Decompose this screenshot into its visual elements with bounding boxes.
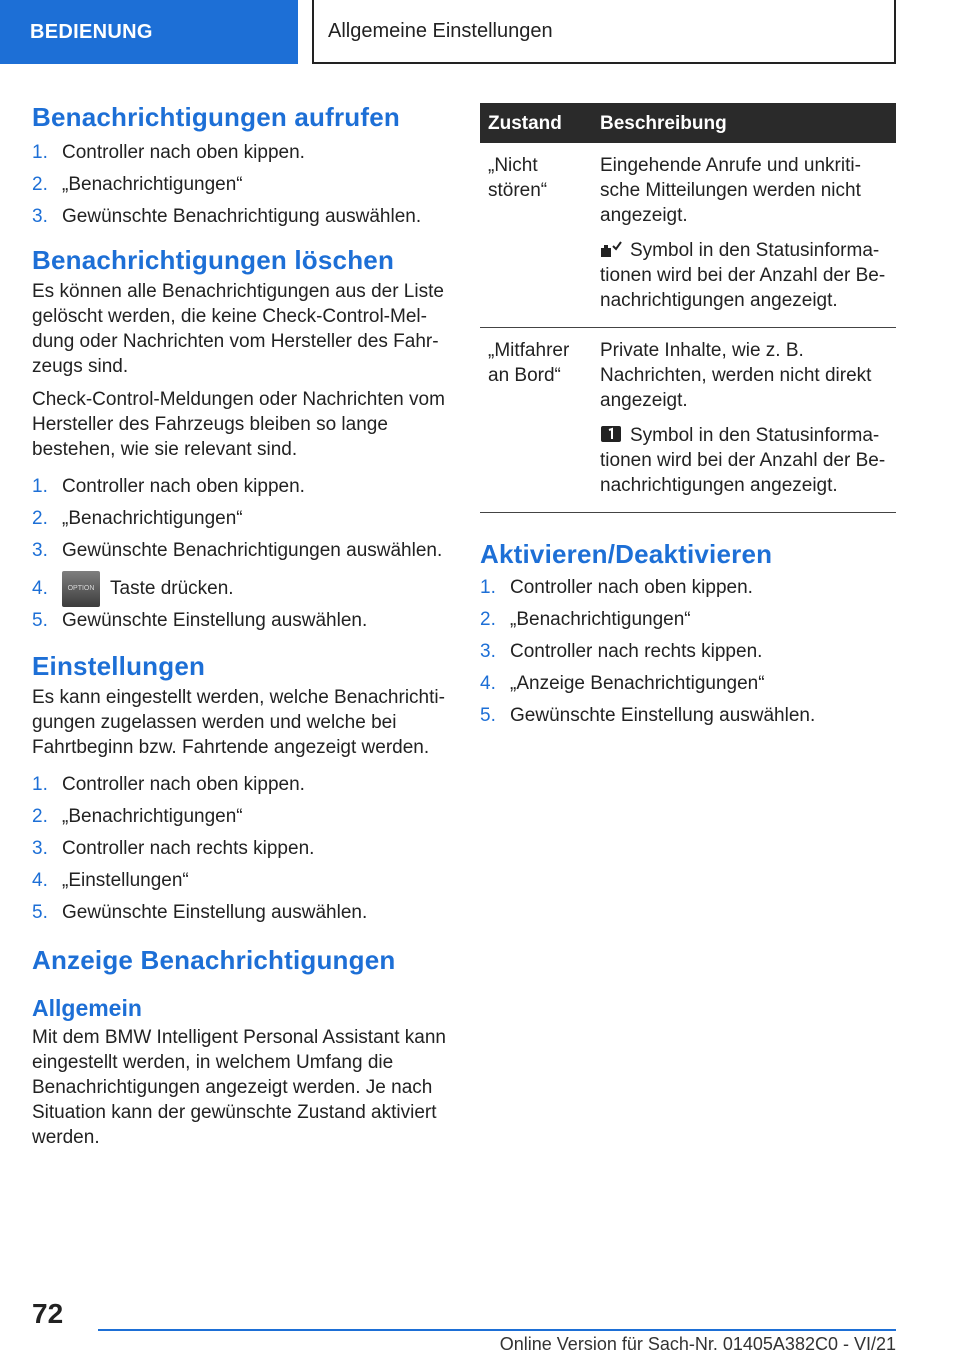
steps-aufrufen (32, 140, 448, 229)
paragraph: Mit dem BMW Intelligent Personal Assistant kann eingestellt werden, in welchem Umfang die Benachrichtigungen angezeigt werden. Je nach Situation kann der gewünschte Zustand aktiviert werden. (32, 1027, 446, 1148)
list-item: 5. Gewünschte Einstellung auswählen. (32, 902, 368, 923)
state-cell: „Mitfahrer an Bord“ (480, 328, 592, 513)
list-item: 1. Controller nach oben kippen. (32, 774, 305, 795)
list-item: 5. Gewünschte Einstellung auswählen. (32, 610, 368, 631)
section-tab: BEDIENUNG (0, 0, 298, 64)
table-header-state: Zustand (480, 103, 592, 143)
paragraph: Check-Control-Meldungen oder Nachrichten vom Hersteller des Fahrzeugs bleiben so lange bestehen, wie sie relevant sind. (32, 389, 445, 460)
list-item: 2. „Benachrichtigungen“ (32, 806, 243, 827)
steps-loeschen (32, 474, 448, 633)
heading-anzeige: Anzeige Benachrichtigungen (32, 945, 396, 975)
heading-aktivieren: Aktivieren/Deaktivieren (480, 539, 773, 569)
subheading-allgemein: Allgemein (32, 995, 142, 1021)
paragraph: Es kann eingestellt werden, welche Benachrichtigungen zugelassen werden und welche bei Fahrtbeginn bzw. Fahrtende angezeigt werden. (32, 687, 445, 758)
footer-online-version: Online Version für Sach-Nr. 01405A382C0 - VI/21 (499, 1334, 896, 1354)
option-key-icon: OPTION (62, 571, 100, 607)
heading-loeschen: Benachrichtigungen löschen (32, 245, 395, 275)
list-item: 5. Gewünschte Einstellung auswählen. (480, 705, 816, 726)
heading-aufrufen: Benachrichtigungen aufrufen (32, 102, 400, 132)
list-item: 3. Gewünschte Benachrichtigungen auswählen. (32, 540, 443, 561)
do-not-disturb-icon (600, 240, 622, 258)
footer-divider (98, 1329, 896, 1331)
list-item: 3. Gewünschte Benachrichtigung auswählen. (32, 206, 422, 227)
table-header-description: Beschreibung (592, 103, 896, 143)
description-cell: Private Inhalte, wie z. B. Nachrichten, werden nicht direkt angezeigt. Symbol in den Statusinformationen wird bei der Anzahl der Benachrichtigungen angezeigt. (592, 328, 896, 513)
list-item: 1. Controller nach oben kippen. (32, 476, 305, 497)
list-item: 2. „Benachrichtigungen“ (32, 508, 243, 529)
left-column (32, 100, 448, 1150)
list-item: 2. „Benachrichtigungen“ (480, 609, 691, 630)
state-cell: „Nicht stören“ (480, 143, 592, 328)
steps-aktivieren (480, 575, 896, 728)
right-column (480, 103, 896, 735)
list-item: 1. Controller nach oben kippen. (32, 142, 305, 163)
list-item: 4. „Einstellungen“ (32, 870, 189, 891)
paragraph: Es können alle Benachrichtigungen aus der Liste gelöscht werden, die keine Check-Control-Meldung oder Nachrichten vom Hersteller des Fahrzeugs sind. (32, 281, 444, 377)
list-item: 3. Controller nach rechts kippen. (480, 641, 763, 662)
description-cell: Eingehende Anrufe und unkritische Mitteilungen werden nicht angezeigt. Symbol in den Statusinformationen wird bei der Anzahl der Benachrichtigungen angezeigt. (592, 143, 896, 328)
page-number: 72 (32, 1298, 64, 1329)
list-item: 1. Controller nach oben kippen. (480, 577, 753, 598)
state-table (480, 103, 896, 513)
steps-einstellungen (32, 772, 448, 925)
list-item: 4. „Anzeige Benachrichtigungen“ (480, 673, 765, 694)
passenger-on-board-icon (600, 425, 622, 443)
list-item: 3. Controller nach rechts kippen. (32, 838, 315, 859)
heading-einstellungen: Einstellungen (32, 651, 206, 681)
list-item: 2. „Benachrichtigungen“ (32, 174, 243, 195)
list-item: 4. OPTION Taste drücken. (32, 570, 448, 608)
table-row (480, 143, 896, 328)
table-row (480, 328, 896, 513)
chapter-title: Allgemeine Einstellungen (312, 0, 896, 64)
